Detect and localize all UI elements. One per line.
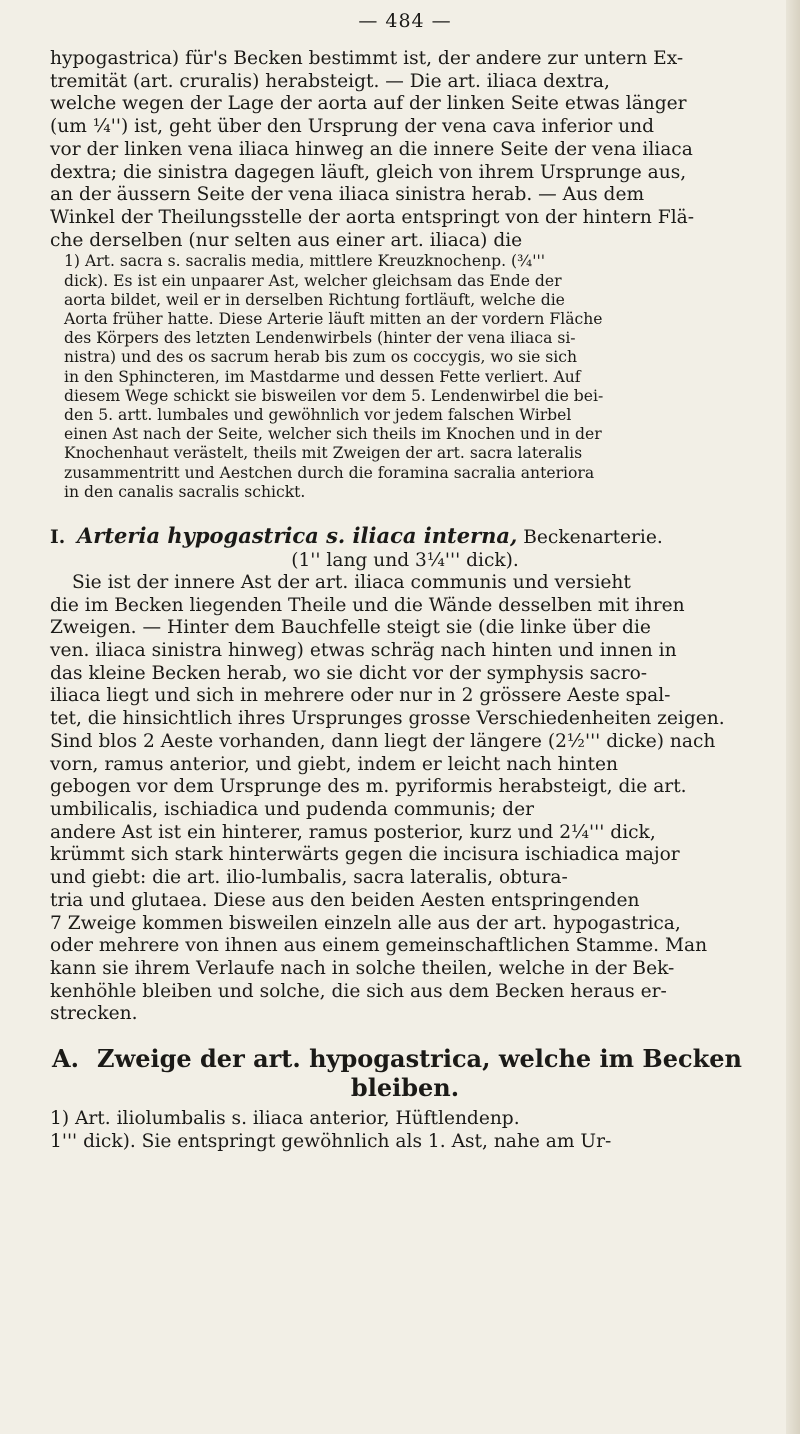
text-line: und giebt: die art. ilio-lumbalis, sacra lateralis, obtura- <box>50 867 568 889</box>
text-line: aorta bildet, weil er in derselben Richtung fortläuft, welche die <box>64 290 565 309</box>
text-line: in den Sphincteren, im Mastdarme und dessen Fette verliert. Auf <box>64 367 581 386</box>
section-measure: (1'' lang und 3¼''' dick). <box>291 549 519 571</box>
text-line: tet, die hinsichtlich ihres Ursprunges grosse Verschiedenheiten zeigen. <box>50 708 725 730</box>
text-line: dextra; die sinistra dagegen läuft, gleich von ihrem Ursprunge aus, <box>50 161 687 183</box>
text-line: 1''' dick). Sie entspringt gewöhnlich als 1. Ast, nahe am Ur- <box>50 1130 612 1152</box>
text-line: Sind blos 2 Aeste vorhanden, dann liegt der längere (2½''' dicke) nach <box>50 730 716 752</box>
text-line: den 5. artt. lumbales und gewöhnlich vor jedem falschen Wirbel <box>64 405 572 424</box>
page-number: — 484 — <box>358 10 452 32</box>
text-line: (um ¼'') ist, geht über den Ursprung der vena cava inferior und <box>50 116 655 138</box>
section-I-heading <box>50 524 760 572</box>
text-line: zusammentritt und Aestchen durch die foramina sacralia anteriora <box>64 463 595 482</box>
text-line: kann sie ihrem Verlaufe nach in solche theilen, welche in der Bek- <box>50 957 675 979</box>
section-title-tail: Beckenarterie. <box>523 526 663 548</box>
text-line: 1) Art. sacra s. sacralis media, mittlere Kreuzknochenp. (¾''' <box>64 252 546 271</box>
text-line: vor der linken vena iliaca hinweg an die innere Seite der vena iliaca <box>50 138 693 160</box>
text-line: tremität (art. cruralis) herabsteigt. — Die art. iliaca dextra, <box>50 70 610 92</box>
text-line: Sie ist der innere Ast der art. iliaca communis und versieht <box>72 571 631 593</box>
text-line: welche wegen der Lage der aorta auf der linken Seite etwas länger <box>50 93 687 115</box>
text-line: ven. iliaca sinistra hinweg) etwas schräg nach hinten und innen in <box>50 640 677 662</box>
section-A-body <box>50 1108 760 1153</box>
section-title: Zweige der art. hypogastrica, welche im Becken <box>97 1044 742 1074</box>
section-A-heading <box>50 1044 760 1102</box>
text-line: nistra) und des os sacrum herab bis zum os coccygis, wo sie sich <box>64 348 578 367</box>
text-line: hypogastrica) für's Becken bestimmt ist, der andere zur untern Ex- <box>50 48 684 69</box>
text-line: andere Ast ist ein hinterer, ramus posterior, kurz und 2¼''' dick, <box>50 821 656 843</box>
text-line: das kleine Becken herab, wo sie dicht vor der symphysis sacro- <box>50 662 648 684</box>
section-title: Arteria hypogastrica s. iliaca interna, <box>77 522 518 548</box>
text-line: Knochenhaut verästelt, theils mit Zweigen der art. sacra lateralis <box>64 444 583 463</box>
text-line: in den canalis sacralis schickt. <box>64 482 306 501</box>
text-line: oder mehrere von ihnen aus einem gemeinschaftlichen Stamme. Man <box>50 935 708 957</box>
text-line: 1) Art. iliolumbalis s. iliaca anterior, Hüftlendenp. <box>50 1108 520 1130</box>
text-line: Zweigen. — Hinter dem Bauchfelle steigt sie (die linke über die <box>50 617 651 639</box>
text-line: che derselben (nur selten aus einer art. iliaca) die <box>50 229 523 251</box>
text-line: 7 Zweige kommen bisweilen einzeln alle aus der art. hypogastrica, <box>50 912 681 934</box>
section-I-body <box>50 572 760 1026</box>
text-line: strecken. <box>50 1003 138 1025</box>
text-line: des Körpers des letzten Lendenwirbels (hinter der vena iliaca si- <box>64 329 576 348</box>
text-line: an der äussern Seite der vena iliaca sinistra herab. — Aus dem <box>50 184 645 206</box>
text-line: umbilicalis, ischiadica und pudenda communis; der <box>50 799 534 820</box>
section-number: I. <box>50 526 66 548</box>
text-line: iliaca liegt und sich in mehrere oder nur in 2 grössere Aeste spal- <box>50 685 671 707</box>
page-edge <box>786 0 800 1434</box>
text-line: diesem Wege schickt sie bisweilen vor dem 5. Lendenwirbel die bei- <box>64 386 604 405</box>
text-line: kenhöhle bleiben und solche, die sich aus dem Becken heraus er- <box>50 980 667 1002</box>
text-line: tria und glutaea. Diese aus den beiden Aesten entspringenden <box>50 889 640 911</box>
intro-paragraph <box>50 48 760 252</box>
art-sacra-paragraph <box>64 252 760 502</box>
text-line: Aorta früher hatte. Diese Arterie läuft mitten an der vordern Fläche <box>64 309 603 328</box>
text-line: vorn, ramus anterior, und giebt, indem er leicht nach hinten <box>50 753 619 775</box>
text-line: Winkel der Theilungsstelle der aorta entspringt von der hintern Flä- <box>50 206 695 228</box>
text-line: gebogen vor dem Ursprunge des m. pyriformis herabsteigt, die art. <box>50 776 687 798</box>
text-line: dick). Es ist ein unpaarer Ast, welcher gleichsam das Ende der <box>64 271 562 290</box>
text-line: krümmt sich stark hinterwärts gegen die incisura ischiadica major <box>50 844 680 866</box>
section-title-cont: bleiben. <box>350 1073 460 1103</box>
text-line: einen Ast nach der Seite, welcher sich theils im Knochen und in der <box>64 425 602 444</box>
text-line: die im Becken liegenden Theile und die Wände desselben mit ihren <box>50 594 685 616</box>
section-letter: A. <box>52 1044 79 1074</box>
